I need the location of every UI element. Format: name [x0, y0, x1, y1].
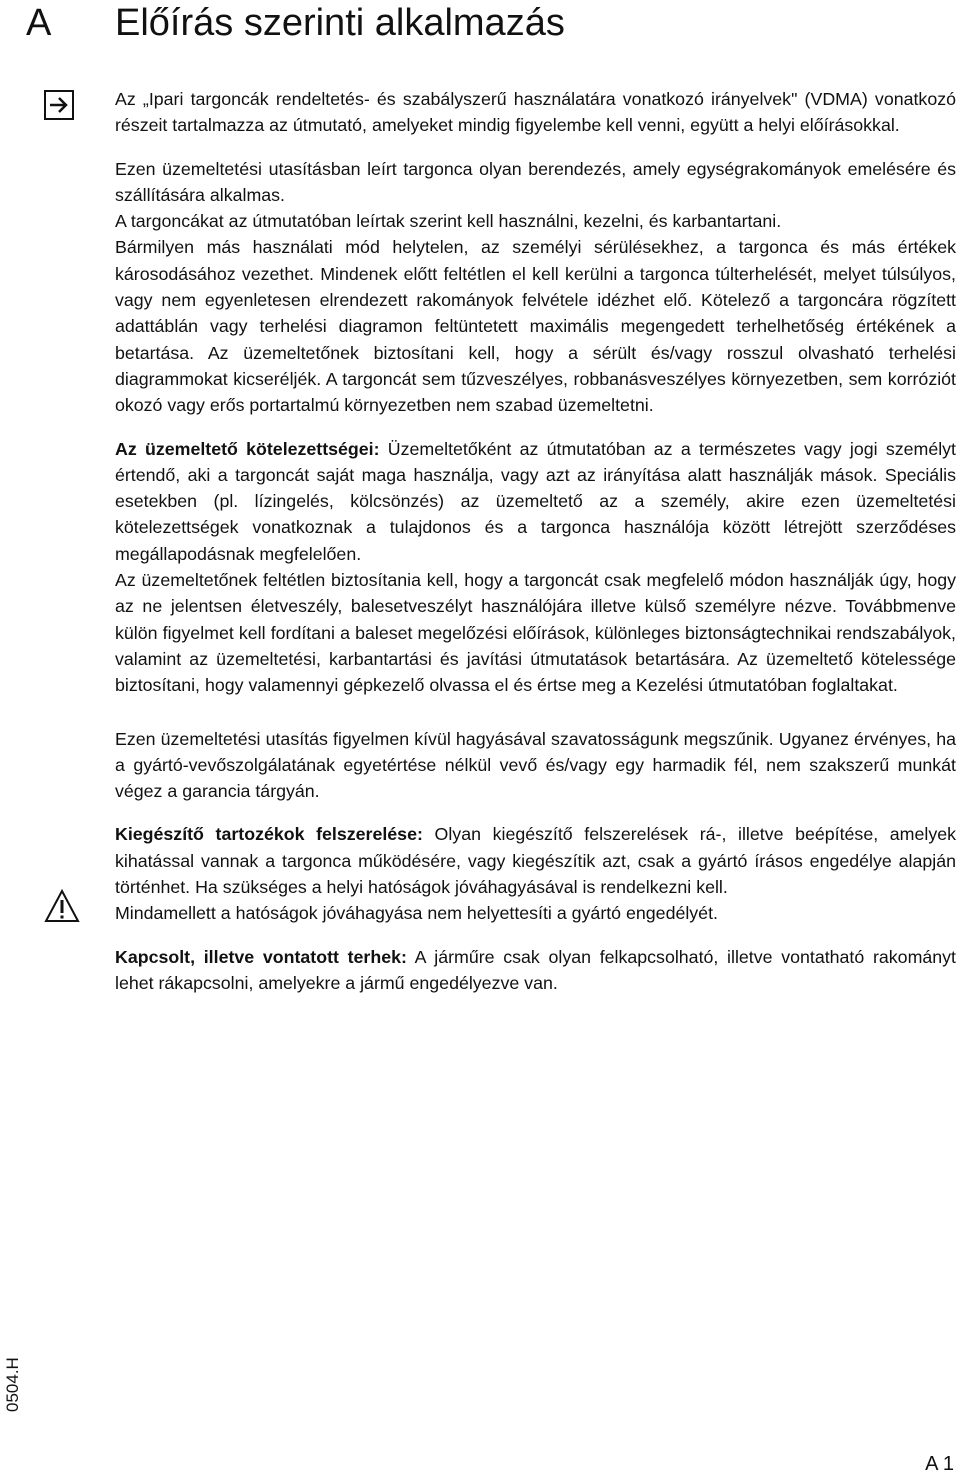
towed-loads-heading: Kapcsolt, illetve vontatott terhek: — [115, 946, 407, 967]
paragraph-vdma: Az „Ipari targoncák rendeltetés- és szabályszerű használatára vonatkozó irányelvek" (VDMA) vonatkozó részeit tartalmazza az útmutató, amelyeket mindig figyelembe kell venni, együtt a helyi előírásokkal. — [115, 89, 956, 136]
operator-obligations-text: Üzemeltetőként az útmutatóban az a természetes vagy jogi személyt értendő, aki a targoncát saját maga használja, vagy azt az irányítása alatt használják mások. Speciális esetekben (pl. lízingelés, kölcsönzés) az üzemeltető az a személy, akire ezen üzemeltetési kötelezettségek vonatkoznak a tulajdonos és a targonca használója között létrejött szerződéses megállapodásnak megfelelően. — [115, 438, 957, 564]
paragraph-usage: A targoncákat az útmutatóban leírtak szerint kell használni, kezelni, és karbantartani. — [115, 211, 782, 232]
accessories-heading: Kiegészítő tartozékok felszerelése: — [115, 824, 423, 845]
paragraph-accessories — [115, 821, 956, 900]
page-number: A 1 — [925, 1453, 954, 1475]
document-code: 0504.H — [3, 1357, 22, 1412]
arrow-right-icon — [44, 90, 74, 120]
paragraph-towed-loads — [115, 944, 956, 997]
document-body — [115, 86, 956, 996]
page-header — [26, 0, 946, 46]
paragraph-operator-duty: Az üzemeltetőnek feltétlen biztosítania kell, hogy a targoncát csak megfelelő módon használják úgy, hogy az ne jelentsen életveszély, balesetveszélyt használójára illetve külső személyre nézve. Továbbmenve külön figyelmet kell fordítani a baleset megelőzési előírások, különleges biztonságtechnikai rendszabályok, valamint az üzemeltetési, karbantartási és javítási útmutatások betartására. Az üzemeltető kötelessége biztosítani, hogy valamennyi gépkezelő olvassa el és értse meg a Kezelési útmutatóban foglaltakat. — [115, 570, 956, 696]
paragraph-authority: Mindamellett a hatóságok jóváhagyása nem helyettesíti a gyártó engedélyét. — [115, 903, 718, 924]
paragraph-description: Ezen üzemeltetési utasításban leírt targonca olyan berendezés, amely egységrakományok emelésére és szállítására alkalmas. — [115, 158, 956, 205]
accessories-text: Olyan kiegészítő felszerelések rá-, illetve beépítése, amelyek kihatással vannak a targonca működésére, vagy kiegészítik azt, csak a gyártó írásos engedélye alapján történhet. Ha szükséges a helyi hatóságok jóváhagyásával is rendelkezni kell. — [115, 824, 957, 898]
chapter-letter: A — [26, 2, 52, 44]
operator-obligations-heading: Az üzemeltető kötelezettségei: — [115, 438, 380, 459]
warning-triangle-icon — [44, 889, 80, 923]
towed-loads-text: A járműre csak olyan felkapcsolható, illetve vontatható rakományt lehet rákapcsolni, amelyekre a jármű engedélyezve van. — [115, 946, 956, 993]
paragraph-misuse: Bármilyen más használati mód helytelen, az személyi sérülésekhez, a targonca és más értékek károsodásához vezethet. Mindenek előtt feltétlen el kell kerülni a targonca túlterhelését, melyet túlsúlyos, vagy nem egyenletesen elrendezett rakományok felvétele idézhet elő. Kötelező a targoncára rögzített adattáblán vagy terhelési diagramon feltüntetett maximális megengedett terhelhetőség értékének a betartása. Az üzemeltetőnek biztosítani kell, hogy a sérült és/vagy rosszul olvasható terhelési diagrammokat kicseréljék. A targoncát sem tűzveszélyes, robbanásveszélyes környezetben, sem korróziót okozó vagy erős portartalmú környezetben nem szabad üzemeltetni. — [115, 237, 956, 416]
paragraph-warranty: Ezen üzemeltetési utasítás figyelmen kívül hagyásával szavatosságunk megszűnik. Ugyanez érvényes, ha a gyártó-vevőszolgálatának egyetértése nélkül vevő és/vagy egy harmadik fél, nem szakszerű munkát végez a garancia tárgyán. — [115, 728, 956, 802]
paragraph-operator-obligations — [115, 436, 956, 567]
page-title: Előírás szerinti alkalmazás — [115, 2, 565, 44]
